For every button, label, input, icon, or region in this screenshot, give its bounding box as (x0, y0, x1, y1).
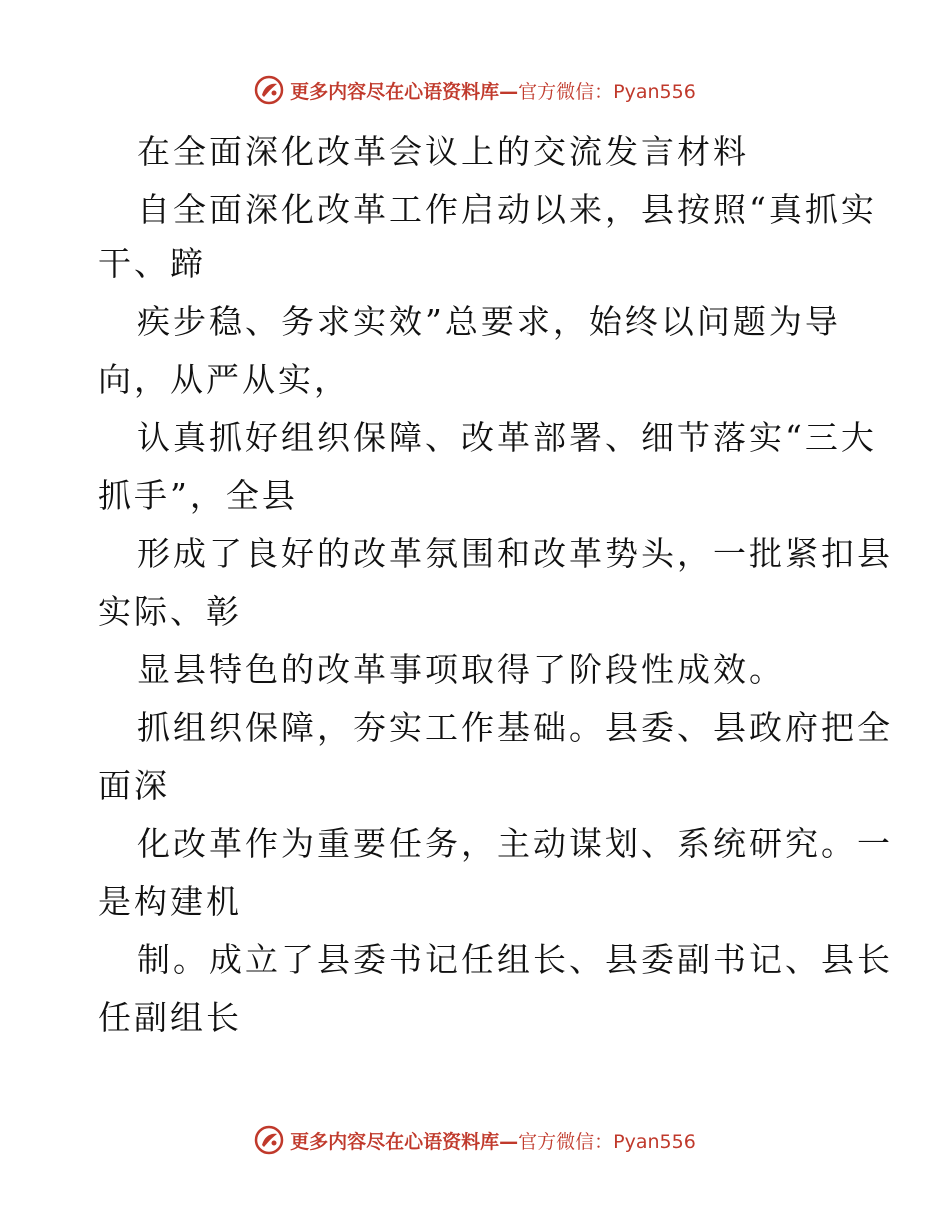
doc-line: 向，从严从实， (98, 360, 350, 399)
header-watermark-banner (0, 70, 950, 110)
brand-logo-icon (254, 1125, 284, 1155)
doc-title: 在全面深化改革会议上的交流发言材料 (137, 132, 749, 171)
doc-line: 形成了良好的改革氛围和改革势头，一批紧扣县 (137, 534, 893, 573)
doc-line: 实际、彰 (98, 592, 242, 631)
brand-logo-icon (254, 75, 284, 105)
doc-line: 显县特色的改革事项取得了阶段性成效。 (137, 650, 785, 689)
footer-separator: — (499, 1130, 519, 1153)
doc-line: 自全面深化改革工作启动以来，县按照“真抓实 (137, 190, 877, 229)
doc-line: 抓手”，全县 (98, 476, 298, 515)
header-brand-text: 更多内容尽在心语资料库 (290, 80, 500, 103)
doc-line: 是构建机 (98, 882, 242, 921)
header-banner-text (290, 77, 696, 104)
doc-line: 化改革作为重要任务，主动谋划、系统研究。一 (137, 824, 893, 863)
doc-line: 制。成立了县委书记任组长、县委副书记、县长 (137, 940, 893, 979)
doc-line: 面深 (98, 766, 170, 805)
header-separator: — (499, 80, 519, 103)
footer-wechat-text: 官方微信：Pyan556 (518, 1130, 696, 1153)
doc-line: 疾步稳、务求实效”总要求，始终以问题为导 (137, 302, 841, 341)
doc-line: 抓组织保障，夯实工作基础。县委、县政府把全 (137, 708, 893, 747)
doc-line: 认真抓好组织保障、改革部署、细节落实“三大 (137, 418, 877, 457)
footer-banner-text (290, 1127, 696, 1154)
doc-line: 干、蹄 (98, 244, 206, 283)
footer-brand-text: 更多内容尽在心语资料库 (290, 1130, 500, 1153)
header-wechat-text: 官方微信：Pyan556 (518, 80, 696, 103)
doc-line: 任副组长 (98, 998, 242, 1037)
footer-watermark-banner (0, 1120, 950, 1160)
